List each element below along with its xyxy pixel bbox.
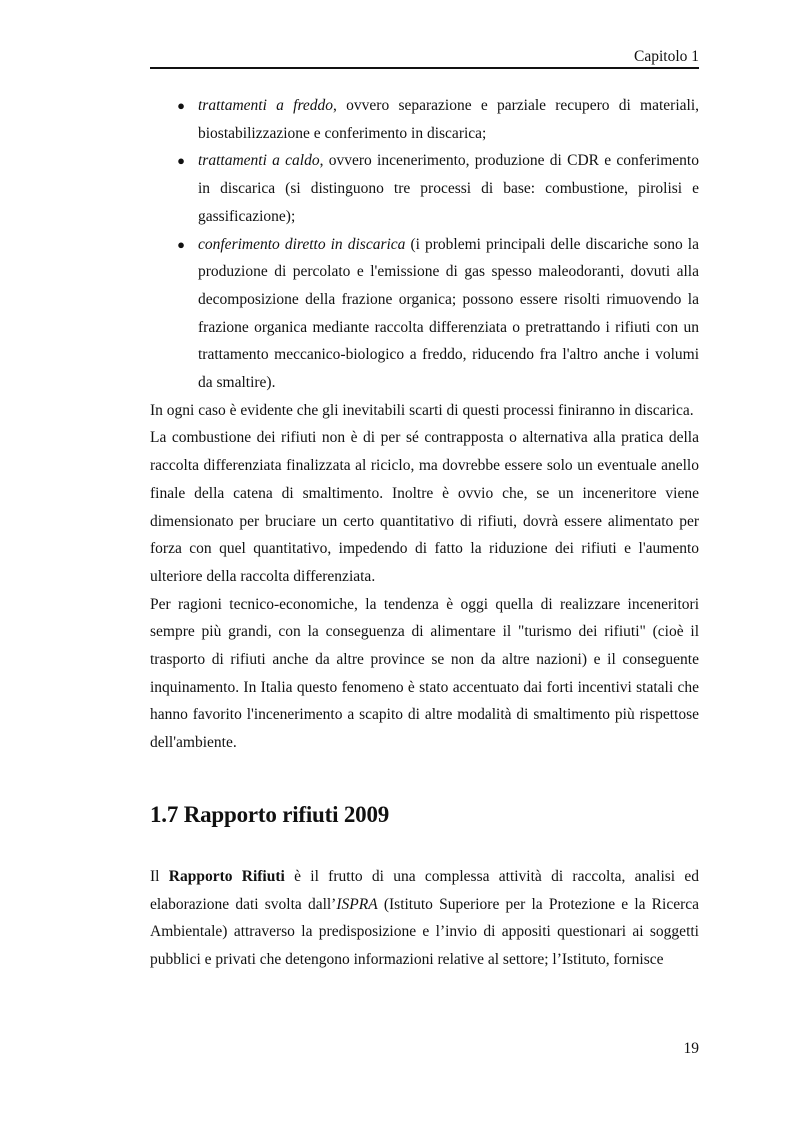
- bullet-icon: ●: [177, 98, 185, 113]
- list-item: [150, 147, 699, 230]
- list-item-text: , ovvero separazione e parziale recupero di materiali, biostabilizzazione e conferimento in discarica;: [198, 97, 699, 142]
- bullet-icon: ●: [177, 236, 185, 252]
- paragraph: Per ragioni tecnico-economiche, la tendenza è oggi quella di realizzare inceneritori sempre più grandi, con la conseguenza di alimentare il "turismo dei rifiuti" (cioè il trasporto di rifiuti anche da altre province se non da altre nazioni) e il conseguente inquinamento. In Italia questo fenomeno è stato accentuato dai forti incentivi statali che hanno favorito l'incenerimento a scapito di altre modalità di smaltimento più rispettose dell'ambiente.: [150, 595, 699, 752]
- page-body: [150, 92, 699, 974]
- list-item-term: trattamenti a freddo: [198, 97, 334, 114]
- section-bold-term: Rapporto Rifiuti: [168, 867, 285, 885]
- list-item-term: conferimento diretto in discarica: [198, 235, 406, 253]
- section-text-end: (Istituto Superiore per la Protezione e la Ricerca Ambientale) attraverso la predisposizione e l’invio di appositi questionari ai soggetti pubblici e privati che detengono informazioni relative al settore; l’Istituto, fornisce: [150, 895, 699, 968]
- paragraph: La combustione dei rifiuti non è di per sé contrapposta o alternativa alla pratica della raccolta differenziata finalizzata al riciclo, ma dovrebbe essere solo un eventuale anello finale della catena di smaltimento. Inoltre è ovvio che, se un inceneritore viene dimensionato per bruciare un certo quantitativo di rifiuti, dovrà essere alimentato per forza con quel quantitativo, impedendo di fatto la riduzione dei rifiuti e l'aumento ulteriore della raccolta differenziata.: [150, 429, 699, 585]
- list-item: [150, 231, 699, 397]
- section-text-intro: Il: [150, 867, 169, 885]
- bullet-icon: ●: [177, 153, 185, 169]
- list-item-text: , ovvero incenerimento, produzione di CDR e conferimento in discarica (si distinguono tre processi di base: combustione, pirolisi e gassificazione);: [198, 152, 699, 225]
- section-paragraph: [150, 863, 699, 974]
- running-header: Capitolo 1: [633, 48, 699, 65]
- list-item: [150, 92, 699, 147]
- list-item-term: trattamenti a caldo: [198, 152, 320, 170]
- bullet-list: [150, 92, 699, 397]
- header-rule: [150, 67, 699, 69]
- section-heading: 1.7 Rapporto rifiuti 2009: [150, 801, 390, 827]
- section-italic-term: ISPRA: [336, 895, 378, 913]
- section-text-mid: è il frutto di una complessa attività di raccolta, analisi ed elaborazione dati svolta dall’: [150, 867, 699, 913]
- list-item-text: (i problemi principali delle discariche sono la produzione di percolato e l'emissione di gas spesso maleodoranti, dovuti alla decomposizione della frazione organica; possono essere risolti rimuovendo la frazione organica mediante raccolta differenziata o pretrattando i rifiuti con un trattamento meccanico-biologico a freddo, riducendo fra l'altro anche i volumi da smaltire).: [198, 235, 699, 392]
- paragraph: In ogni caso è evidente che gli inevitabili scarti di questi processi finiranno in discarica.: [150, 401, 694, 419]
- page-number: 19: [683, 1040, 699, 1057]
